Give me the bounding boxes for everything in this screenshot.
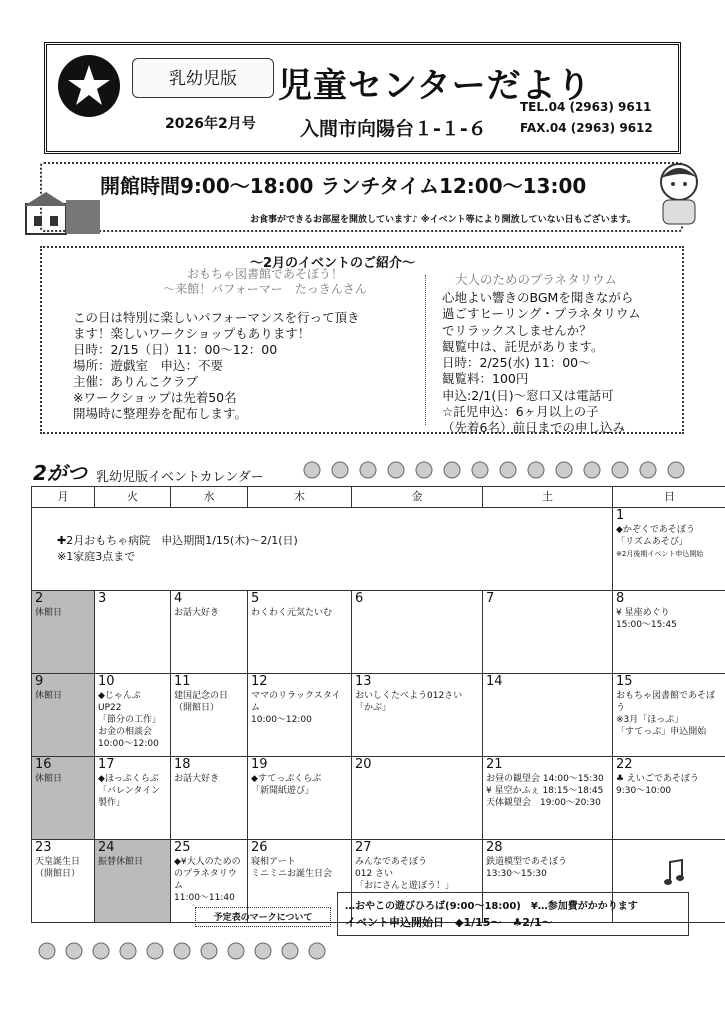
day-event: 「新聞紙遊び」 bbox=[251, 786, 315, 796]
event1-title-line: おもちゃ図書館であそぼう！ bbox=[186, 267, 343, 281]
day-number: 23 bbox=[35, 840, 52, 855]
calendar-day-23 bbox=[32, 840, 95, 923]
day-number: 26 bbox=[251, 840, 268, 855]
music-note-icon bbox=[662, 858, 686, 888]
calendar-day-22 bbox=[613, 757, 725, 840]
day-event: ◆じゃんぷ UP22 bbox=[98, 691, 141, 713]
legend-label: 予定表のマークについて bbox=[195, 907, 331, 927]
calendar-day-19 bbox=[248, 757, 352, 840]
calendar-day-9 bbox=[32, 674, 95, 757]
weekday-header: 土 bbox=[483, 487, 613, 508]
event2-line: 観覧料：100円 bbox=[442, 371, 529, 387]
weekday-header: 金 bbox=[352, 487, 483, 508]
event-calendar bbox=[31, 486, 725, 923]
day-event: 寝相アート bbox=[251, 857, 296, 867]
day-number: 14 bbox=[486, 674, 503, 689]
day-number: 19 bbox=[251, 757, 268, 772]
flower-decoration-icon bbox=[36, 940, 336, 962]
day-event: （開館日） bbox=[174, 703, 220, 713]
day-event: 休館日 bbox=[35, 691, 63, 701]
event2-line: 日時：2/25(水) 11：00〜 bbox=[442, 355, 591, 371]
day-number: 8 bbox=[616, 591, 625, 606]
calendar-day-8 bbox=[613, 591, 725, 674]
day-number: 28 bbox=[486, 840, 503, 855]
calendar-day-5 bbox=[248, 591, 352, 674]
day-number: 3 bbox=[98, 591, 107, 606]
day-number: 1 bbox=[616, 508, 625, 523]
day-number: 5 bbox=[251, 591, 260, 606]
event2-line: 心地よい響きのBGMを聞きながら bbox=[442, 290, 634, 305]
day-number: 24 bbox=[98, 840, 115, 855]
event1-line: 日時：2/15（日）11：00〜12：00 bbox=[73, 342, 278, 357]
calendar-month: 2がつ bbox=[33, 461, 87, 485]
day-event: おもちゃ図書館であそぼう bbox=[616, 691, 716, 713]
center-logo bbox=[58, 55, 120, 117]
day-number: 20 bbox=[355, 757, 372, 772]
calendar-day-10 bbox=[95, 674, 171, 757]
legend-line: イベント申込開始日 ◆1/15〜 ♣2/1〜 bbox=[345, 916, 553, 929]
calendar-day-14 bbox=[483, 674, 613, 757]
legend-line: …おやこの遊びひろば(9:00〜18:00) ¥…参加費がかかります bbox=[345, 901, 638, 912]
day-event: 9:30〜10:00 bbox=[616, 786, 672, 796]
address: 入間市向陽台１-１-６ bbox=[300, 118, 487, 140]
child-eating-icon bbox=[655, 160, 705, 232]
calendar-day-2 bbox=[32, 591, 95, 674]
day-number: 27 bbox=[355, 840, 372, 855]
opening-hours: 開館時間9:00〜18:00 ランチタイム12:00〜13:00 bbox=[100, 174, 587, 198]
day-event: 「すてっぷ」申込開始 bbox=[616, 727, 707, 737]
event1-line: 場所：遊戯室 申込：不要 bbox=[73, 358, 224, 373]
day-event: ◆すてっぷくらぶ bbox=[251, 774, 322, 784]
event2-title: 大人のためのプラネタリウム bbox=[455, 272, 618, 287]
day-event: ミニミニお誕生日会 bbox=[251, 869, 333, 879]
hours-note: お食事ができるお部屋を開放しています♪ ※イベント等により開放していない日もございます。 bbox=[250, 215, 636, 225]
calendar-day-13 bbox=[352, 674, 483, 757]
day-number: 25 bbox=[174, 840, 191, 855]
calendar-day-18 bbox=[171, 757, 248, 840]
flower-decoration-icon bbox=[300, 458, 700, 482]
day-event: みんなであそぼう bbox=[355, 857, 428, 867]
event1-line: ※ワークショップは先着50名 bbox=[73, 390, 237, 405]
calendar-day-17 bbox=[95, 757, 171, 840]
calendar-week-4 bbox=[32, 757, 725, 840]
calendar-day-12 bbox=[248, 674, 352, 757]
day-event: 15:00〜15:45 bbox=[616, 620, 677, 630]
calendar-day-6 bbox=[352, 591, 483, 674]
day-event: 休館日 bbox=[35, 774, 63, 784]
event2-details bbox=[442, 290, 678, 437]
calendar-day-20 bbox=[352, 757, 483, 840]
calendar-title: 乳幼児版イベントカレンダー bbox=[96, 470, 264, 485]
day-event: （開館日） bbox=[35, 869, 81, 879]
edition-label: 乳幼児版 bbox=[169, 69, 237, 89]
day-event: 11:00〜11:40 bbox=[174, 893, 235, 903]
day-event: 鉄道模型であそぼう bbox=[486, 857, 568, 867]
toy-hospital-notice bbox=[32, 508, 613, 591]
weekday-header: 日 bbox=[613, 487, 725, 508]
day-number: 22 bbox=[616, 757, 633, 772]
event1-line: この日は特別に楽しいパフォーマンスを行って頂き bbox=[73, 310, 360, 325]
weekday-header: 水 bbox=[171, 487, 248, 508]
calendar-day-21 bbox=[483, 757, 613, 840]
day-event: 13:30〜15:30 bbox=[486, 869, 547, 879]
day-event: お金の相談会 bbox=[98, 727, 153, 737]
calendar-week-2 bbox=[32, 591, 725, 674]
events-heading: 〜2月のイベントのご紹介〜 bbox=[250, 256, 416, 271]
calendar-day-11 bbox=[171, 674, 248, 757]
day-event: 「バレンタイン製作」 bbox=[98, 786, 161, 808]
day-event: ※2月後期イベント申込開始 bbox=[616, 550, 704, 558]
event1-details bbox=[73, 310, 413, 422]
building-icon bbox=[24, 190, 104, 238]
calendar-week-1 bbox=[32, 508, 725, 591]
event1-line: 主催：ありんこクラブ bbox=[73, 374, 199, 389]
calendar-day-15 bbox=[613, 674, 725, 757]
fax-number: FAX.04 (2963) 9612 bbox=[520, 121, 653, 135]
weekday-header: 月 bbox=[32, 487, 95, 508]
day-event: 建国記念の日 bbox=[174, 691, 229, 701]
day-event: のプラネタリウム bbox=[174, 869, 237, 891]
day-number: 12 bbox=[251, 674, 268, 689]
day-event: ¥ 星座めぐり bbox=[616, 608, 670, 618]
day-number: 21 bbox=[486, 757, 503, 772]
day-event: お話大好き bbox=[174, 774, 220, 784]
day-event: 振替休館日 bbox=[98, 857, 144, 867]
day-event: 天体観望会 19:00〜20:30 bbox=[486, 798, 601, 808]
event1-title-line: 〜来館！パフォーマー たっきんさん bbox=[163, 282, 367, 296]
day-number: 4 bbox=[174, 591, 183, 606]
calendar-week-3 bbox=[32, 674, 725, 757]
calendar-day-1 bbox=[613, 508, 725, 591]
day-number: 10 bbox=[98, 674, 115, 689]
event2-line: 過ごすヒーリング・プラネタリウム bbox=[442, 306, 641, 322]
day-number: 15 bbox=[616, 674, 633, 689]
day-event: ◆かぞくであそぼう bbox=[616, 525, 695, 535]
day-event: わくわく元気たいむ bbox=[251, 608, 333, 618]
event2-line: （先着6名）前日までの申し込み bbox=[442, 420, 625, 436]
day-event: ◆ほっぷくらぶ bbox=[98, 774, 159, 784]
event1-title bbox=[135, 267, 395, 297]
calendar-day-3 bbox=[95, 591, 171, 674]
calendar-day-24 bbox=[95, 840, 171, 923]
day-event: ¥ 星空かふぇ 18:15〜18:45 bbox=[486, 786, 604, 796]
day-event: 天皇誕生日 bbox=[35, 857, 81, 867]
day-event: お昼の観望会 14:00〜15:30 bbox=[486, 774, 604, 784]
day-event: お話大好き bbox=[174, 608, 220, 618]
weekday-header: 火 bbox=[95, 487, 171, 508]
notice-line: ✚2月おもちゃ病院 申込期間1/15(木)〜2/1(日) bbox=[57, 534, 298, 547]
day-event: 10:00〜12:00 bbox=[251, 715, 312, 725]
day-number: 18 bbox=[174, 757, 191, 772]
events-divider bbox=[425, 275, 426, 425]
day-event: 012 さい bbox=[355, 869, 394, 879]
day-number: 2 bbox=[35, 591, 44, 606]
event2-line: でリラックスしませんか？ bbox=[442, 322, 592, 338]
newsletter-title: 児童センターだより bbox=[278, 66, 592, 106]
day-event: 10:00〜12:00 bbox=[98, 739, 159, 749]
event2-line: ☆託児申込：6ヶ月以上の子 bbox=[442, 404, 599, 420]
day-event: ママのリラックスタイム bbox=[251, 691, 341, 713]
day-number: 17 bbox=[98, 757, 115, 772]
day-number: 7 bbox=[486, 591, 495, 606]
day-event: ※3月「ほっぷ」 bbox=[616, 715, 684, 725]
weekday-header-row bbox=[32, 487, 725, 508]
day-number: 13 bbox=[355, 674, 372, 689]
day-event: 「おにさんと遊ぼう！」 bbox=[355, 881, 455, 891]
day-event: 「かぶ」 bbox=[355, 703, 392, 713]
day-event: 「節分の工作」 bbox=[98, 715, 162, 725]
calendar-day-16 bbox=[32, 757, 95, 840]
day-event: ♣ えいごであそぼう bbox=[616, 774, 699, 784]
tel-number: TEL.04 (2963) 9611 bbox=[520, 100, 652, 114]
event1-line: 開場時に整理券を配布します。 bbox=[73, 406, 248, 421]
day-event: ◆¥大人のための bbox=[174, 857, 241, 867]
weekday-header: 木 bbox=[248, 487, 352, 508]
day-number: 16 bbox=[35, 757, 52, 772]
event2-line: 観覧中は、託児があります。 bbox=[442, 338, 604, 354]
day-event: 休館日 bbox=[35, 608, 63, 618]
calendar-day-7 bbox=[483, 591, 613, 674]
issue-date: 2026年2月号 bbox=[165, 116, 256, 132]
day-event: 「リズムあそび」 bbox=[616, 537, 688, 547]
day-number: 6 bbox=[355, 591, 364, 606]
event1-line: ます！楽しいワークショップもあります！ bbox=[73, 326, 311, 341]
event2-line: 申込:2/1(日)〜窓口又は電話可 bbox=[442, 387, 614, 403]
day-number: 11 bbox=[174, 674, 191, 689]
calendar-day-4 bbox=[171, 591, 248, 674]
day-event: おいしくたべよう012さい bbox=[355, 691, 463, 701]
notice-line: ※1家庭3点まで bbox=[57, 550, 136, 563]
day-number: 9 bbox=[35, 674, 44, 689]
